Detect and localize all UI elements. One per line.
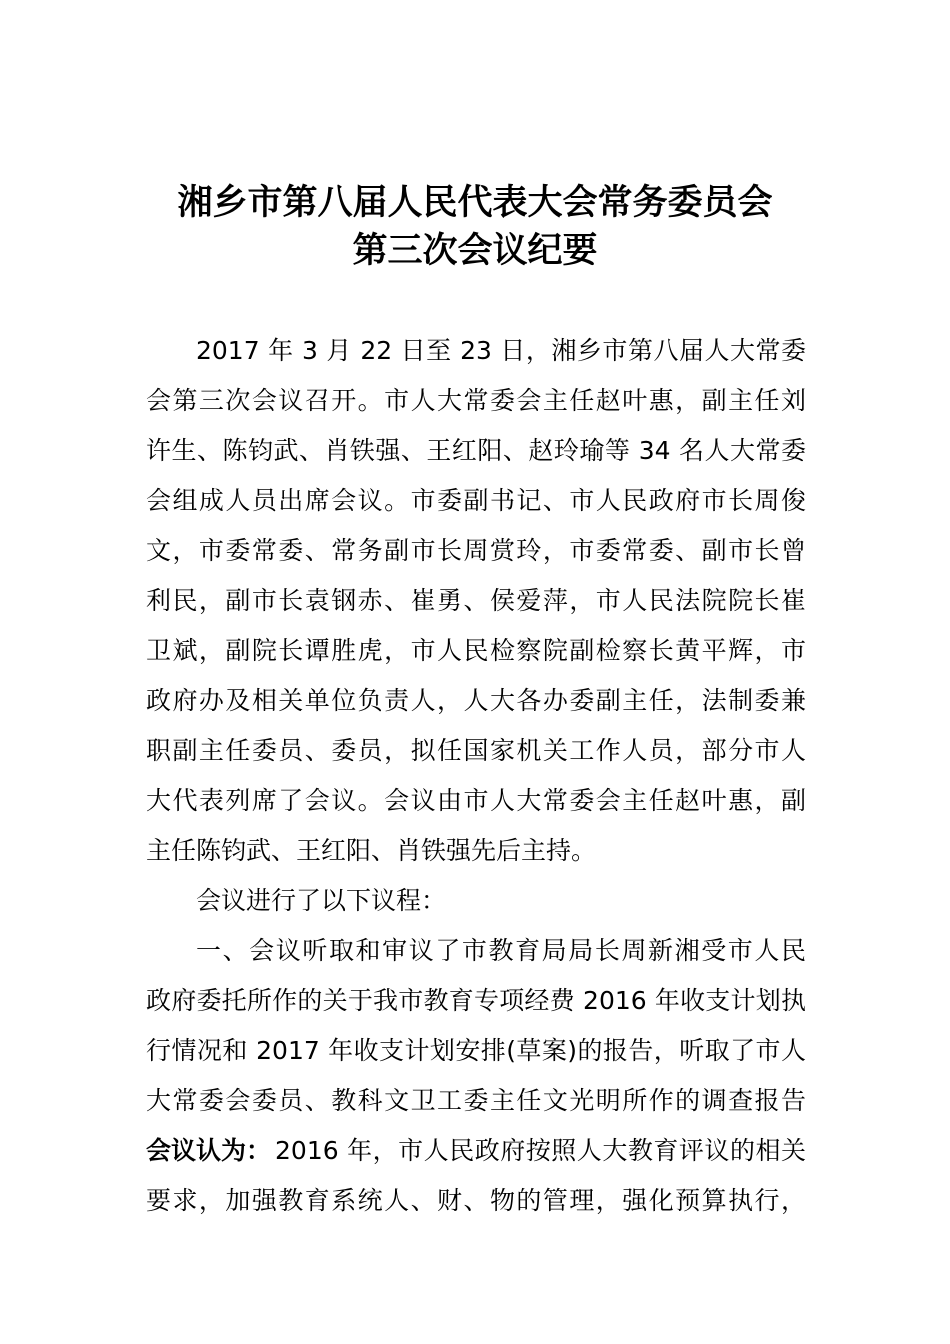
paragraph-1-line-2: 会第三次会议召开。市人大常委会主任赵叶惠，副主任刘 — [146, 386, 806, 415]
paragraph-2-line-1: 会议进行了以下议程： — [196, 886, 447, 915]
paragraph-3-line-2: 政府委托所作的关于我市教育专项经费 2016 年收支计划执 — [146, 986, 806, 1015]
paragraph-3-line-5 — [146, 1135, 806, 1167]
document-title-line-2: 第三次会议纪要 — [352, 231, 598, 271]
paragraph-3-line-5-text: 2016 年，市人民政府按照人大教育评议的相关 — [275, 1136, 806, 1165]
paragraph-3-line-1: 一、会议听取和审议了市教育局局长周新湘受市人民 — [196, 936, 806, 965]
paragraph-3-line-6: 要求，加强教育系统人、财、物的管理，强化预算执行， — [146, 1186, 806, 1215]
paragraph-3-line-4: 大常委会委员、教科文卫工委主任文光明所作的调查报告 — [146, 1086, 806, 1115]
bold-lead-text: 会议认为： — [146, 1136, 272, 1165]
paragraph-1-line-11: 主任陈钧武、王红阳、肖铁强先后主持。 — [146, 836, 597, 865]
paragraph-1-line-7: 卫斌，副院长谭胜虎，市人民检察院副检察长黄平辉，市 — [146, 636, 806, 665]
document-title-line-1: 湘乡市第八届人民代表大会常务委员会 — [177, 183, 773, 223]
paragraph-1-line-9: 职副主任委员、委员，拟任国家机关工作人员，部分市人 — [146, 736, 806, 765]
paragraph-1-line-1: 2017 年 3 月 22 日至 23 日，湘乡市第八届人大常委 — [196, 336, 806, 365]
paragraph-1-line-5: 文，市委常委、常务副市长周赏玲，市委常委、副市长曾 — [146, 536, 806, 565]
paragraph-1-line-3: 许生、陈钧武、肖铁强、王红阳、赵玲瑜等 34 名人大常委 — [146, 436, 806, 465]
paragraph-3-line-3: 行情况和 2017 年收支计划安排(草案)的报告，听取了市人 — [146, 1036, 806, 1065]
paragraph-1-line-8: 政府办及相关单位负责人，人大各办委副主任，法制委兼 — [146, 686, 806, 715]
paragraph-1-line-6: 利民，副市长袁钢赤、崔勇、侯爱萍，市人民法院院长崔 — [146, 586, 806, 615]
paragraph-1-line-10: 大代表列席了会议。会议由市人大常委会主任赵叶惠，副 — [146, 786, 806, 815]
paragraph-1-line-4: 会组成人员出席会议。市委副书记、市人民政府市长周俊 — [146, 486, 806, 515]
